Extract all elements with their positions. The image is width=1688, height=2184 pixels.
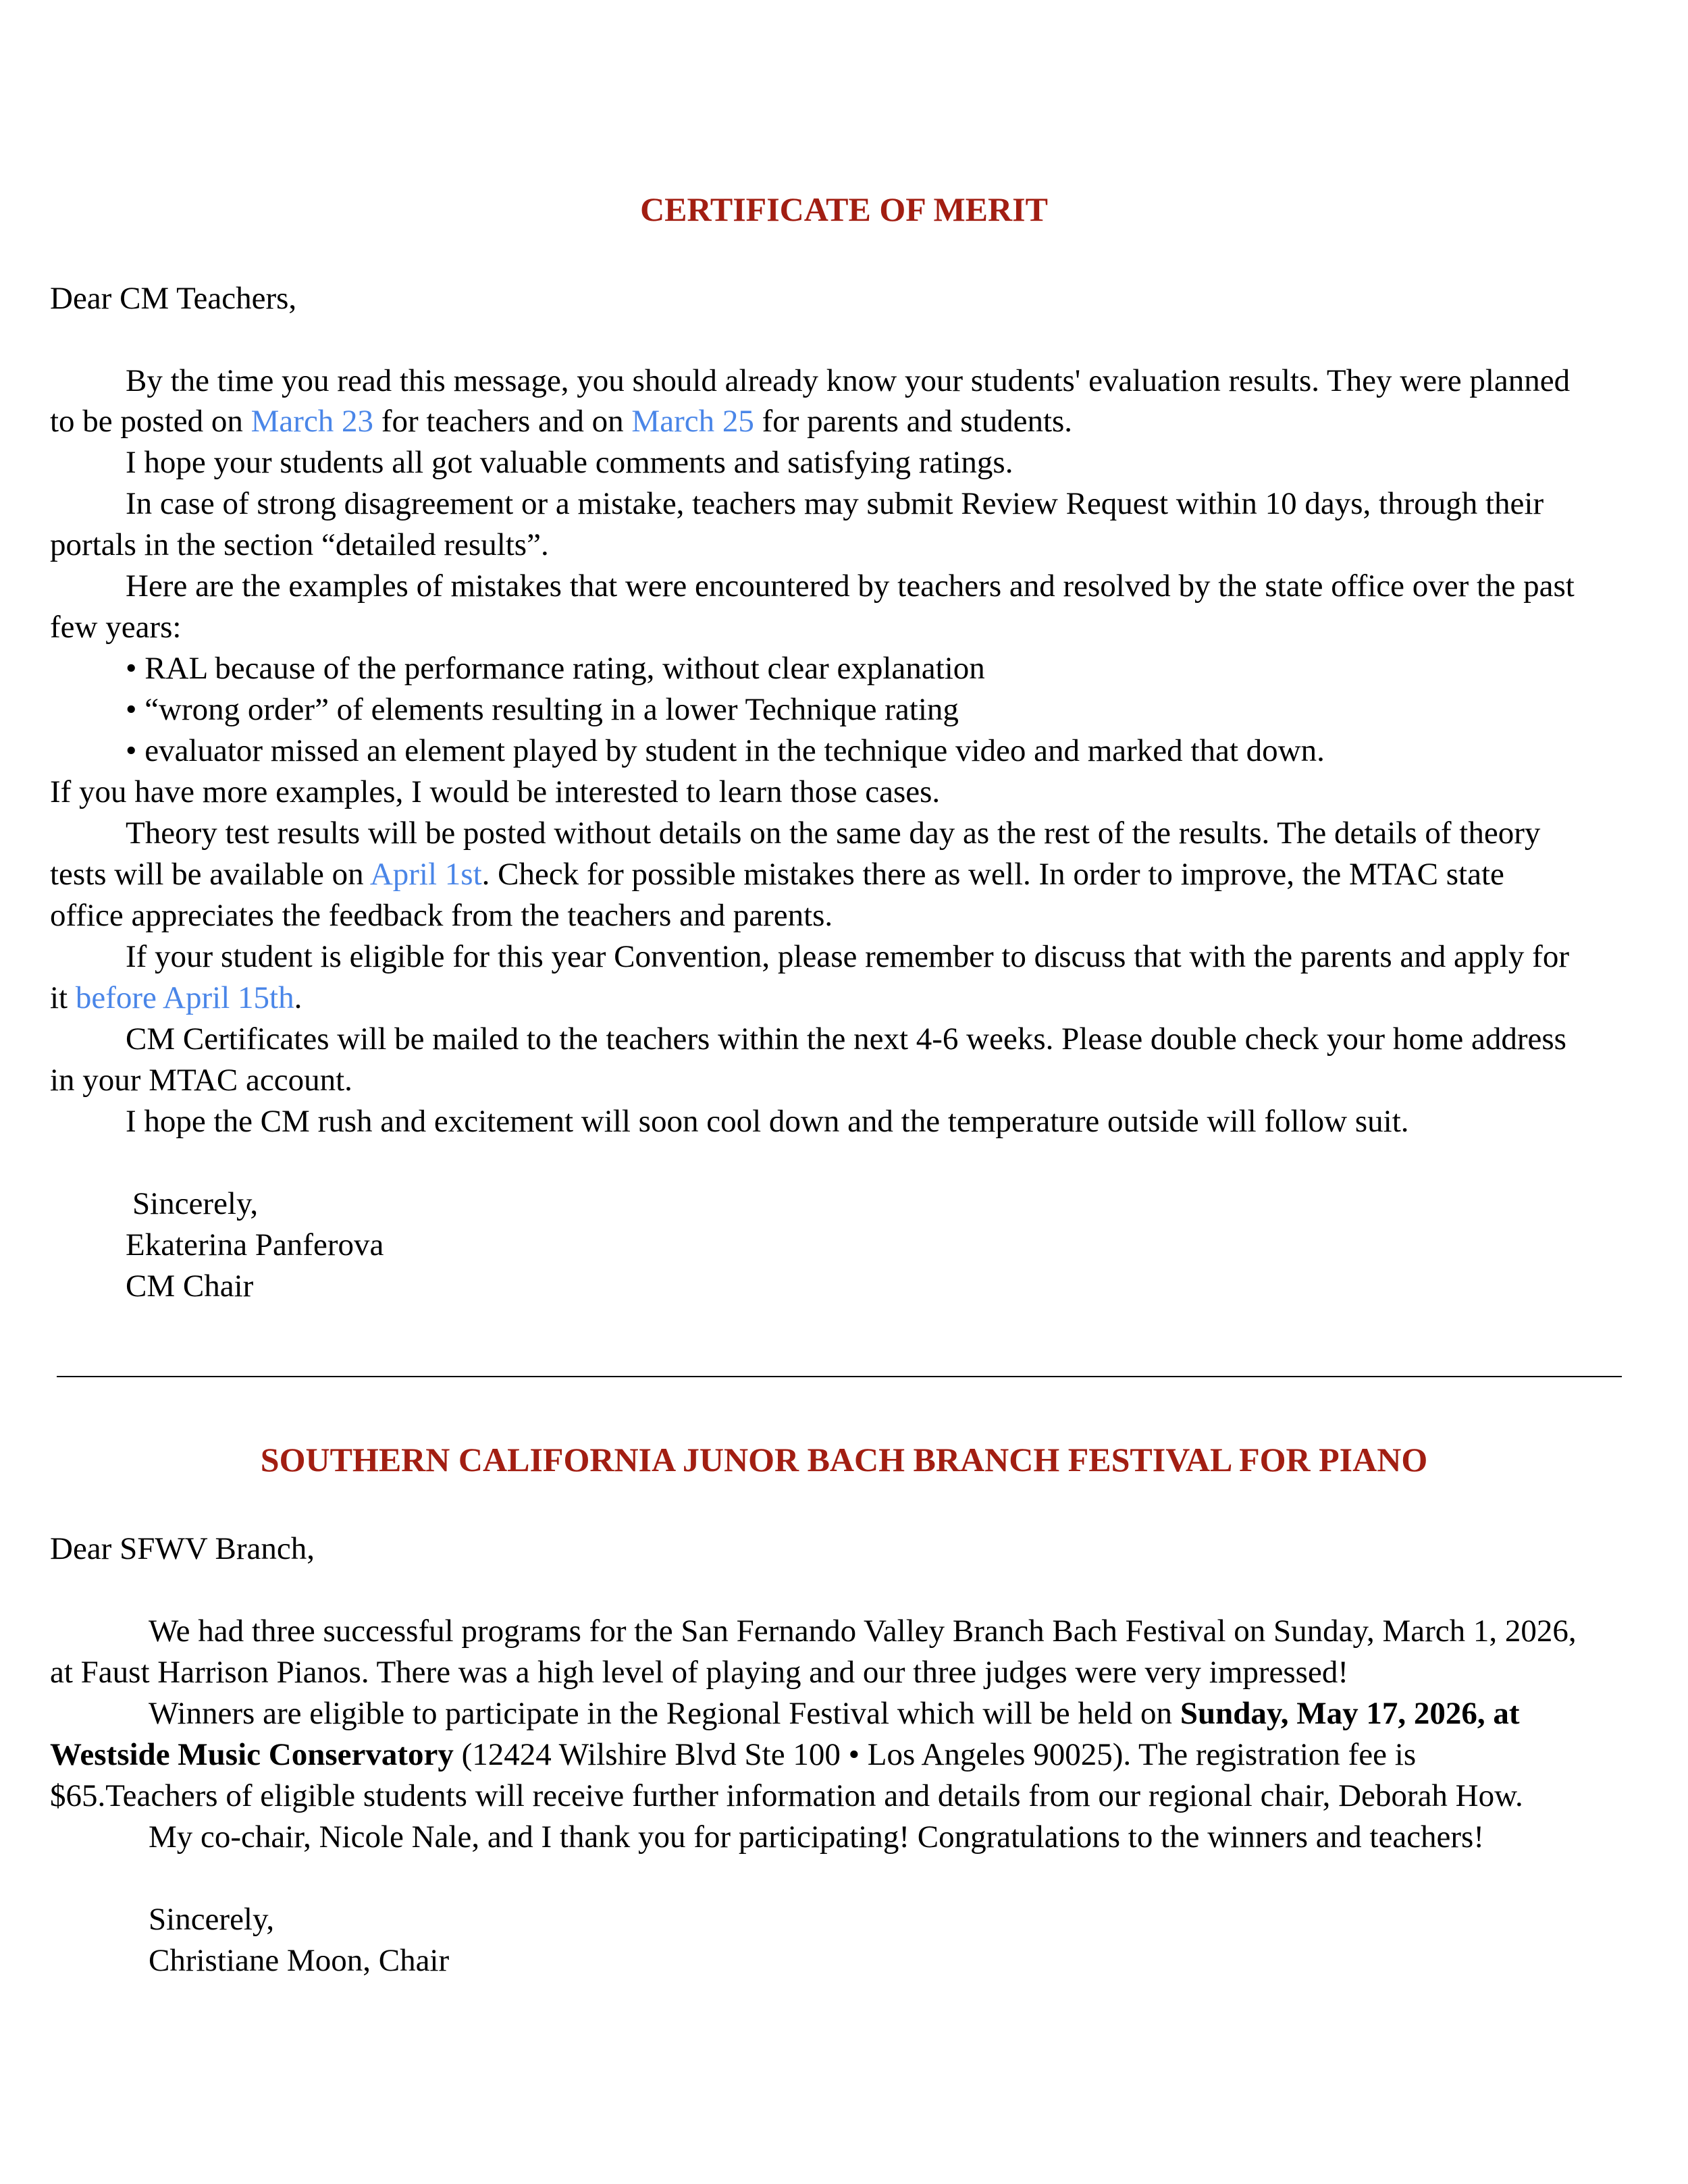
bullet-item: • RAL because of the performance rating, without clear explanation [126, 651, 985, 686]
paragraph-line: office appreciates the feedback from the teachers and parents. [50, 898, 833, 933]
text-run: to be posted on [50, 404, 251, 439]
paragraph-line: We had three successful programs for the San Fernando Valley Branch Bach Festival on Sunday, March 1, 2026, [149, 1614, 1577, 1649]
paragraph-line [50, 978, 302, 1018]
paragraph-line: In case of strong disagreement or a mistake, teachers may submit Review Request within 10 days, through their [126, 486, 1544, 521]
text-run: . Check for possible mistakes there as well. In order to improve, the MTAC state [481, 857, 1504, 892]
paragraph-line: If you have more examples, I would be interested to learn those cases. [50, 774, 941, 809]
paragraph-line: Here are the examples of mistakes that were encountered by teachers and resolved by the state office over the past [126, 568, 1575, 604]
text-run: . [294, 980, 302, 1015]
festival-venue: Westside Music Conservatory [50, 1737, 454, 1772]
section-divider [57, 1376, 1622, 1377]
closing-sincerely: Sincerely, [132, 1186, 259, 1221]
date-link-april-1st[interactable]: April 1st [369, 857, 482, 892]
text-run: for parents and students. [754, 404, 1073, 439]
festival-date: Sunday, May 17, 2026, at [1180, 1696, 1520, 1731]
paragraph-line [149, 1693, 1520, 1734]
closing-sincerely: Sincerely, [149, 1902, 275, 1937]
paragraph-line: portals in the section “detailed results”. [50, 527, 549, 562]
bullet-item: • evaluator missed an element played by student in the technique video and marked that down. [126, 733, 1325, 768]
paragraph-line: I hope the CM rush and excitement will soon cool down and the temperature outside will follow suit. [126, 1104, 1409, 1139]
paragraph-line [50, 401, 1072, 442]
greeting-sfwv-branch: Dear SFWV Branch, [50, 1531, 315, 1566]
paragraph-line: I hope your students all got valuable comments and satisfying ratings. [126, 445, 1013, 480]
paragraph-line [50, 1734, 1416, 1775]
paragraph-line: CM Certificates will be mailed to the teachers within the next 4-6 weeks. Please double check your home address [126, 1021, 1566, 1057]
text-run: (12424 Wilshire Blvd Ste 100 • Los Angeles 90025). The registration fee is [453, 1737, 1417, 1772]
paragraph-line: in your MTAC account. [50, 1063, 352, 1098]
paragraph-line: few years: [50, 610, 182, 645]
text-run: for teachers and on [373, 404, 632, 439]
section-title-certificate-of-merit: CERTIFICATE OF MERIT [640, 190, 1048, 228]
paragraph-line: If your student is eligible for this year Convention, please remember to discuss that with the parents and apply for [126, 939, 1569, 974]
paragraph-line: Theory test results will be posted without details on the same day as the rest of the results. The details of theory [126, 816, 1541, 851]
paragraph-line: By the time you read this message, you should already know your students' evaluation results. They were planned [126, 363, 1571, 398]
paragraph-line: at Faust Harrison Pianos. There was a high level of playing and our three judges were very impressed! [50, 1655, 1348, 1690]
signer-name: Christiane Moon, Chair [149, 1943, 450, 1978]
signer-title: CM Chair [126, 1269, 254, 1304]
paragraph-line: $65.Teachers of eligible students will receive further information and details from our regional chair, Deborah How. [50, 1778, 1523, 1813]
signer-name: Ekaterina Panferova [126, 1227, 384, 1262]
text-run: Winners are eligible to participate in the Regional Festival which will be held on [149, 1696, 1180, 1731]
date-link-before-april-15th[interactable]: before April 15th [75, 980, 294, 1015]
text-run: tests will be available on [50, 857, 370, 892]
date-link-march-25[interactable]: March 25 [631, 404, 754, 439]
greeting-cm-teachers: Dear CM Teachers, [50, 281, 297, 316]
text-run: it [50, 980, 76, 1015]
paragraph-line [50, 854, 1504, 895]
bullet-item: • “wrong order” of elements resulting in a lower Technique rating [126, 692, 959, 727]
section-title-bach-festival: SOUTHERN CALIFORNIA JUNOR BACH BRANCH FESTIVAL FOR PIANO [260, 1441, 1428, 1479]
date-link-march-23[interactable]: March 23 [250, 404, 374, 439]
paragraph-line: My co-chair, Nicole Nale, and I thank you for participating! Congratulations to the winners and teachers! [149, 1819, 1484, 1855]
